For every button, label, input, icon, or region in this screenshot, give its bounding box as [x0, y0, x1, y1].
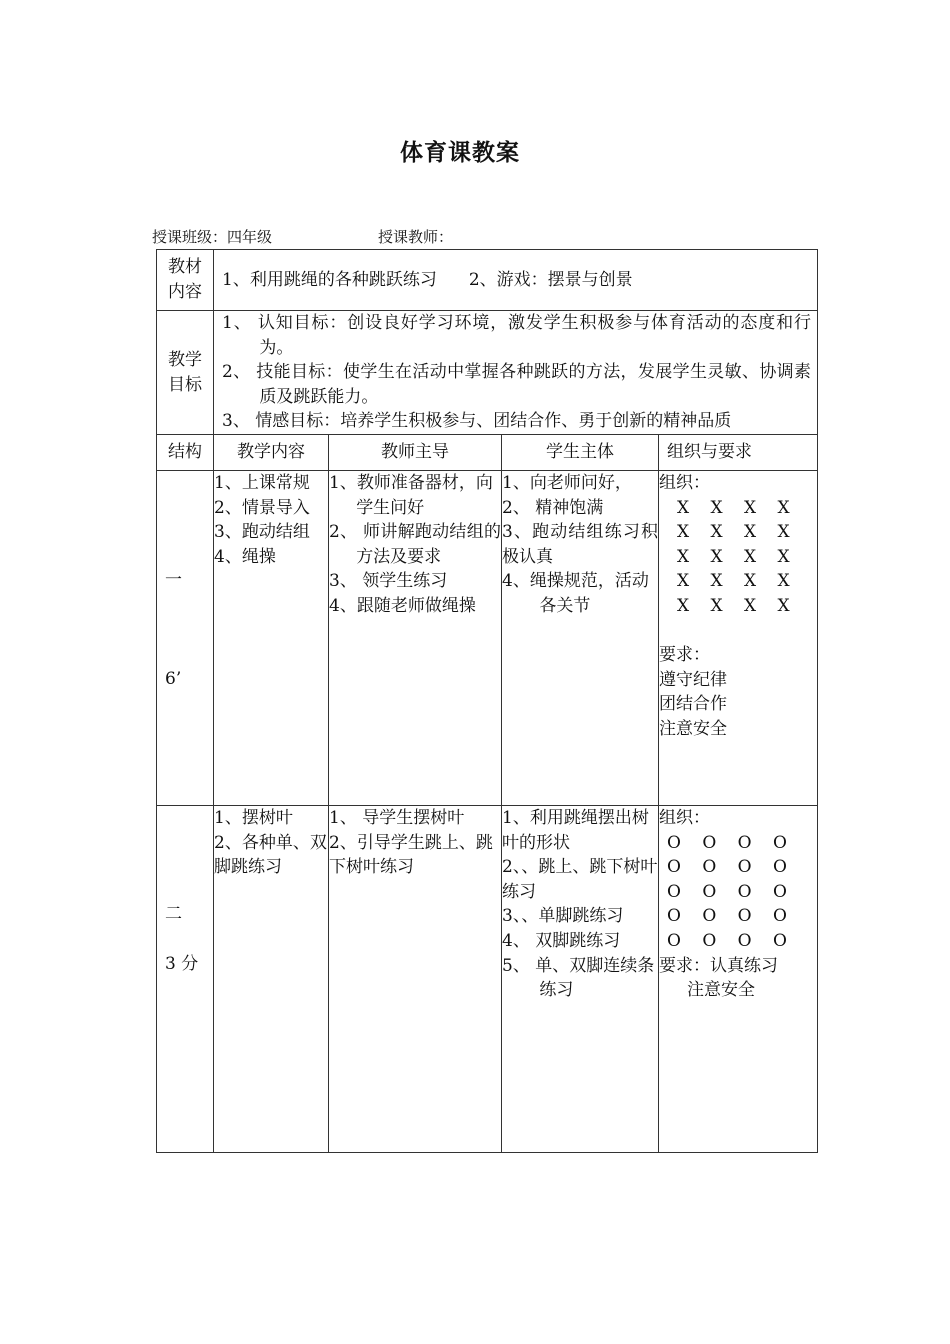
formation-x-grid: X X X X X X X X X X X X X X X X X X X X — [677, 497, 798, 616]
section-2-structure — [157, 806, 214, 1153]
materials-item-2: 2、游戏：摆景与创景 — [468, 269, 633, 290]
lesson-plan-table — [156, 249, 818, 1153]
column-header-row — [157, 435, 818, 471]
section-1-organization: 组织： X X X X X X X X X X X X X X X X X X X X 要求： 遵守纪律 团结合作 注意安全 — [659, 471, 818, 806]
header-student: 学生主体 — [502, 435, 659, 471]
materials-row — [157, 250, 818, 311]
section-2-student: 1、利用跳绳摆出树叶的形状 2、、跳上、跳下树叶练习 3、、单脚跳练习 4、 双脚跳练习 5、 单、双脚连续条练习 — [502, 806, 659, 1153]
materials-label: 教材 内容 — [157, 250, 214, 311]
header-content: 教学内容 — [214, 435, 329, 471]
header-structure: 结构 — [157, 435, 214, 471]
class-label: 授课班级：四年级 — [152, 228, 273, 246]
section-1-content: 1、上课常规 2、情景导入 3、跑动结组 4、绳操 — [214, 471, 329, 806]
header-teacher: 教师主导 — [329, 435, 502, 471]
goals-label: 教学 目标 — [157, 311, 214, 435]
header-organization: 组织与要求 — [659, 435, 818, 471]
teacher-label: 授课教师： — [378, 228, 454, 246]
materials-content — [214, 250, 818, 311]
section-1-structure — [157, 471, 214, 806]
section-2-organization: 组织： O O O O O O O O O O O O O O O O O O O O 要求：认真练习 注意安全 — [659, 806, 818, 1153]
section-2-number: 二 — [165, 904, 182, 924]
section-2-content: 1、摆树叶 2、各种单、双脚跳练习 — [214, 806, 329, 1153]
section-2-teacher: 1、 导学生摆树叶 2、引导学生跳上、跳下树叶练习 — [329, 806, 502, 1153]
goal-skill: 2、 技能目标：使学生在活动中掌握各种跳跃的方法，发展学生灵敏、协调素质及跳跃能力。 — [222, 362, 812, 407]
section-1-teacher: 1、教师准备器材，向学生问好 2、 师讲解跑动结组的方法及要求 3、 领学生练习 4、跟随老师做绳操 — [329, 471, 502, 806]
page-title: 体育课教案 — [400, 139, 520, 166]
section-2-row — [157, 806, 818, 1153]
formation-o-grid: O O O O O O O O O O O O O O O O O O O O — [667, 832, 795, 951]
class-info — [152, 226, 454, 247]
goal-cognitive: 1、 认知目标：创设良好学习环境，激发学生积极参与体育活动的态度和行为。 — [222, 313, 812, 358]
section-1-number: 一 — [165, 570, 182, 590]
section-1-time: 6’ — [165, 669, 182, 689]
section-1-row — [157, 471, 818, 806]
section-1-student: 1、向老师问好， 2、 精神饱满 3、跑动结组练习积极认真 4、绳操规范，活动各关节 — [502, 471, 659, 806]
section-2-time: 3 分 — [165, 954, 199, 974]
goal-emotional: 3、 情感目标：培养学生积极参与、团结合作、勇于创新的精神品质 — [222, 411, 732, 432]
goals-row — [157, 311, 818, 435]
materials-item-1: 1、利用跳绳的各种跳跃练习 — [222, 269, 437, 290]
goals-content — [214, 311, 818, 435]
